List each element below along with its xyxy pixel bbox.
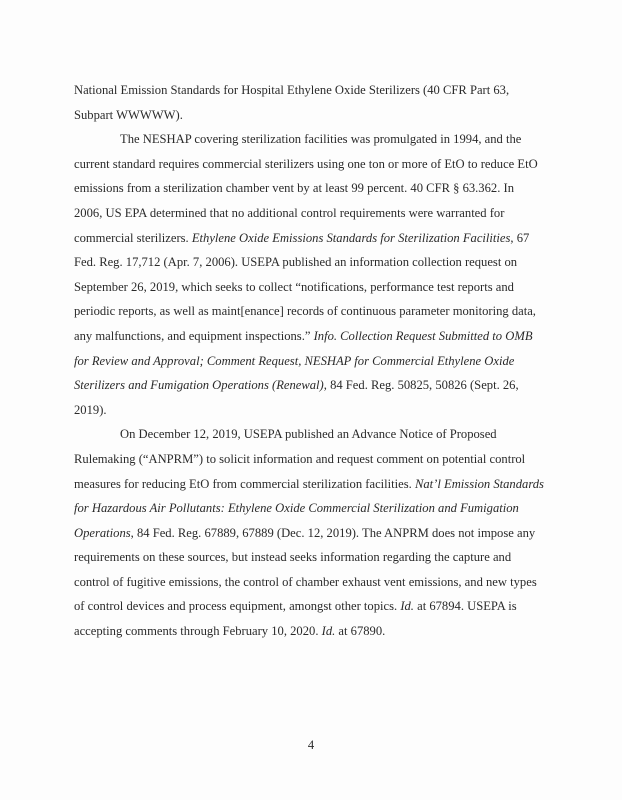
citation-sterilization-standards: Ethylene Oxide Emissions Standards for Sterilization Facilities xyxy=(191,230,511,245)
citation-id-1: Id. xyxy=(400,599,414,614)
citation-nat-emission-standards: Nat’l Emission Standards for Hazardous Air Pollutants: Ethylene Oxide Commercial Sterilization and Fumigation Operations xyxy=(74,476,544,540)
paragraph-1-text-2: , 67 Fed. Reg. 17,712 (Apr. 7, 2006). USEPA published an information collection request on September 26, 2019, which seeks to collect “notifications, performance test reports and periodic reports, as well as maint[enance] records of continuous parameter monitoring data, any malfunctions, and equipment inspections.” xyxy=(74,230,536,343)
citation-info-collection-request: Info. Collection Request Submitted to OMB for Review and Approval; Comment Request, NESHAP for Commercial Ethylene Oxide Sterilizers and Fumigation Operations (Renewal) xyxy=(74,328,533,393)
document-body xyxy=(74,78,544,644)
paragraph-2-text-4: at 67890. xyxy=(335,624,386,639)
page-number: 4 xyxy=(307,738,315,752)
paragraph-continued xyxy=(74,78,544,127)
paragraph-2-text-1: On December 12, 2019, USEPA published an Advance Notice of Proposed Rulemaking (“ANPRM”) to solicit information and request comment on potential control measures for reducing EtO from commercial sterilization facilities. xyxy=(74,427,526,491)
paragraph-0-text: National Emission Standards for Hospital Ethylene Oxide Sterilizers (40 CFR Part 63, Subpart WWWWW). xyxy=(74,83,510,122)
citation-id-2: Id. xyxy=(321,624,336,639)
paragraph-2-text-2: , 84 Fed. Reg. 67889, 67889 (Dec. 12, 2019). The ANPRM does not impose any requirements on these sources, but instead seeks information regarding the capture and control of fugitive emissions, the control of chamber exhaust vent emissions, and new types of control devices and process equipment, amongst other topics. xyxy=(74,525,537,614)
paragraph-neshap xyxy=(74,127,544,422)
paragraph-anprm xyxy=(74,422,544,643)
paragraph-2-text-3: at 67894. USEPA is accepting comments through February 10, 2020. xyxy=(74,599,517,639)
paragraph-1-text-1: The NESHAP covering sterilization facilities was promulgated in 1994, and the current standard requires commercial sterilizers using one ton or more of EtO to reduce EtO emissions from a sterilization chamber vent by at least 99 percent. 40 CFR § 63.362. In 2006, US EPA determined that no additional control requirements were warranted for commercial sterilizers. xyxy=(74,132,538,245)
paragraph-1-text-3: , 84 Fed. Reg. 50825, 50826 (Sept. 26, 2019). xyxy=(74,378,519,417)
